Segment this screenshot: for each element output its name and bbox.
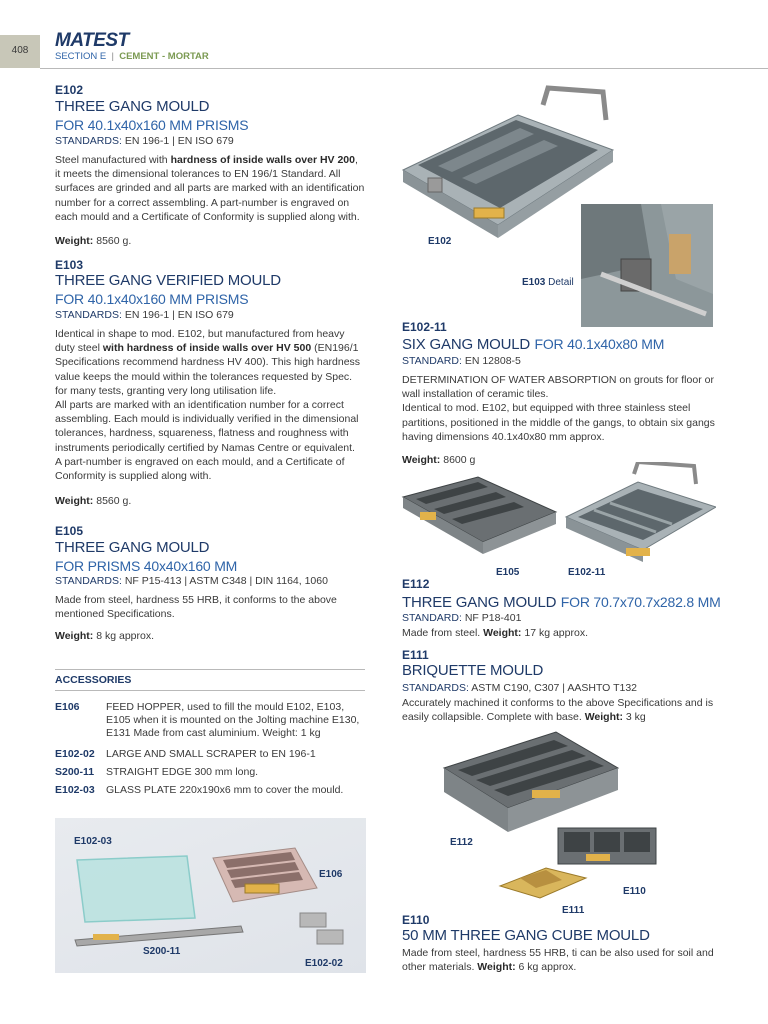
photo-label-hopper: E106 <box>319 869 343 880</box>
e103-desc-part2: (EN196/1 Specifications recommend hardness HV 400). This high hardness value keeps the mould within the tolerances requested by Spec. for many tests, granting very long utilisation life. <box>55 342 361 397</box>
e102-11-standards <box>402 355 521 367</box>
photo-label-scraper: E102-02 <box>305 958 343 969</box>
e111-description <box>402 696 720 724</box>
e102-11-description <box>402 373 720 444</box>
e102-photo-label: E102 <box>428 236 452 247</box>
e103-subtitle: FOR 40.1x40x160 MM PRISMS <box>55 291 249 307</box>
accessory-row-e106 <box>55 701 365 741</box>
e111-weight-label: Weight: <box>584 711 623 724</box>
e102-11-title: SIX GANG MOULD <box>402 336 531 353</box>
e102-11-subtitle: FOR 40.1x40x80 MM <box>534 336 665 352</box>
accessory-row-e102-03 <box>55 784 365 798</box>
e102-description <box>55 153 365 224</box>
e111-standards-value: ASTM C190, C307 | AASHTO T132 <box>471 682 637 694</box>
e112-subtitle: FOR 70.7x70.7x282.8 MM <box>560 594 721 610</box>
e105-weight-label: Weight: <box>55 630 94 642</box>
brand-logo: MATEST <box>55 30 129 51</box>
e111-weight-value: 3 kg <box>625 711 646 724</box>
accessory-text: GLASS PLATE 220x190x6 mm to cover the mould. <box>106 784 344 796</box>
e103-standards <box>55 309 234 321</box>
e112-e110-e111-photo <box>436 728 666 920</box>
e102-standards <box>55 135 234 147</box>
e105-title: THREE GANG MOULD <box>55 539 210 556</box>
accessory-code: E106 <box>55 701 80 713</box>
accessory-text: LARGE AND SMALL SCRAPER to EN 196-1 <box>106 748 316 760</box>
e102-desc-part2: , it meets the dimensional tolerances to EN 196/1 Standard. All surfaces are grinded and all parts are marked with an identification number for a correct assembling. A part-number is engraved on each mould and a Certificate of Conformity is supplied along with. <box>55 154 365 223</box>
e103-description <box>55 327 367 483</box>
e110-description <box>402 946 720 974</box>
e102-standards-label: STANDARDS: <box>55 135 122 147</box>
e112-description <box>402 626 588 640</box>
e112-standards-label: STANDARD: <box>402 612 462 624</box>
e110-photo-label: E110 <box>623 886 646 897</box>
e112-weight-value: 17 kg approx. <box>524 627 588 639</box>
e112-standards-value: NF P18-401 <box>464 612 522 624</box>
e102-11-weight-value: 8600 g <box>443 454 476 466</box>
e105-subtitle: FOR PRISMS 40x40x160 MM <box>55 558 238 574</box>
e111-standards-label: STANDARDS: <box>402 682 469 694</box>
e112-heading <box>402 594 721 612</box>
e105-e102-11-illustration <box>398 462 716 580</box>
e102-11-weight-label: Weight: <box>402 454 441 466</box>
accessories-rule-top <box>55 669 365 670</box>
e110-desc: Made from steel, hardness 55 HRB, ti can be also used for soil and other materials. <box>402 947 714 974</box>
accessories-rule-bottom <box>55 690 365 691</box>
e102-11-heading <box>402 336 664 354</box>
e105-standards <box>55 575 328 587</box>
e102-subtitle: FOR 40.1x40x160 MM PRISMS <box>55 117 249 133</box>
e103-detail-caption <box>522 277 574 288</box>
page-number: 408 <box>11 45 29 56</box>
e103-desc-part1: Identical in shape to mod. E102, but manufactured from heavy duty steel <box>55 328 345 355</box>
e102-desc-part1: Steel manufactured with <box>55 154 171 166</box>
e103-weight <box>55 494 131 508</box>
section-label: SECTION E <box>55 51 107 62</box>
accessories-heading: ACCESSORIES <box>55 674 132 686</box>
e102-11-code: E102-11 <box>402 320 447 334</box>
e102-weight <box>55 234 131 248</box>
accessory-row-e102-02 <box>55 748 365 762</box>
e105-photo-label: E105 <box>496 567 520 578</box>
e103-desc-bold: with hardness of inside walls over HV 500 <box>102 342 312 355</box>
e111-photo-label: E111 <box>562 905 585 916</box>
e110-title: 50 MM THREE GANG CUBE MOULD <box>402 927 650 944</box>
e105-description: Made from steel, hardness 55 HRB, it conforms to the above mentioned Specifications. <box>55 594 337 621</box>
e102-title: THREE GANG MOULD <box>55 98 210 115</box>
e103-detail-word: Detail <box>548 277 574 288</box>
e111-desc: Accurately machined it conforms to the above Specifications and is easily collapsible. Complete with base. <box>402 697 714 724</box>
e112-title: THREE GANG MOULD <box>402 594 557 611</box>
e105-code: E105 <box>55 524 84 538</box>
e110-code: E110 <box>402 913 430 927</box>
e103-desc-part4: A part-number is engraved on each mould, and a Certificate of Conformity is supplied along with. <box>55 455 345 483</box>
e112-desc: Made from steel. <box>402 627 481 639</box>
section-separator: | <box>108 51 117 62</box>
accessory-row-s200-11 <box>55 766 365 780</box>
e112-standards <box>402 612 521 624</box>
section-line <box>55 51 209 62</box>
e103-code: E103 <box>55 258 84 272</box>
e112-weight-label: Weight: <box>483 627 522 639</box>
e103-detail-code: E103 <box>522 277 546 288</box>
e105-standards-label: STANDARDS: <box>55 575 122 587</box>
e105-e102-11-photo <box>398 462 716 580</box>
e103-standards-value: EN 196-1 | EN ISO 679 <box>124 309 234 321</box>
e102-11-desc-part2: Identical to mod. E102, but equipped with three stainless steel partitions, positioned in the middle of the gangs, to obtain six gangs having dimensions 40.1x40x80 mm approx. <box>402 402 715 443</box>
header-rule <box>40 68 768 69</box>
e103-desc-part3: All parts are marked with an identification number for a correct assembling. Each mould is individually verified in the dimensional tolerances, hardness, squareness, flatness and roughness with instruments periodically certified by Namas Centre or equivalent. <box>55 399 359 454</box>
e102-11-desc-part1: DETERMINATION OF WATER ABSORPTION on grouts for floor or wall installation of ceramic tiles. <box>402 374 714 401</box>
accessory-text: STRAIGHT EDGE 300 mm long. <box>106 766 259 778</box>
accessory-code: S200-11 <box>55 766 95 778</box>
e103-standards-label: STANDARDS: <box>55 309 122 321</box>
photo-label-edge: S200-11 <box>143 946 181 957</box>
e110-weight-value: 6 kg approx. <box>518 961 577 974</box>
e102-11-standards-label: STANDARD: <box>402 355 462 367</box>
accessories-photo <box>55 818 366 973</box>
e102-weight-value: 8560 g. <box>96 235 132 247</box>
e103-weight-label: Weight: <box>55 495 94 507</box>
e103-detail-illustration <box>581 204 713 327</box>
e102-11-photo-label: E102-11 <box>568 567 606 578</box>
e103-weight-value: 8560 g. <box>96 495 132 507</box>
accessory-code: E102-03 <box>55 784 95 796</box>
e110-weight-label: Weight: <box>477 961 516 974</box>
accessory-text: FEED HOPPER, used to fill the mould E102, E103, E105 when it is mounted on the Jolting machine E130, E131 Made from cast aluminium. Weight: 1 kg <box>106 701 360 739</box>
e105-weight-value: 8 kg approx. <box>96 630 155 642</box>
e105-standards-value: NF P15-413 | ASTM C348 | DIN 1164, 1060 <box>124 575 328 587</box>
e112-code: E112 <box>402 577 430 591</box>
e111-code: E111 <box>402 648 429 662</box>
e102-desc-bold: hardness of inside walls over HV 200 <box>170 154 355 166</box>
e102-code: E102 <box>55 83 84 97</box>
e111-title: BRIQUETTE MOULD <box>402 662 544 679</box>
e111-standards <box>402 682 637 694</box>
e105-weight <box>55 629 154 643</box>
e102-weight-label: Weight: <box>55 235 94 247</box>
photo-label-glass: E102-03 <box>74 836 112 847</box>
e103-detail-photo <box>581 204 713 327</box>
e102-11-standards-value: EN 12808-5 <box>464 355 521 367</box>
category-label: CEMENT - MORTAR <box>119 51 209 62</box>
e102-standards-value: EN 196-1 | EN ISO 679 <box>124 135 234 147</box>
e103-title: THREE GANG VERIFIED MOULD <box>55 272 281 289</box>
e112-photo-label: E112 <box>450 837 473 848</box>
accessory-code: E102-02 <box>55 748 95 760</box>
